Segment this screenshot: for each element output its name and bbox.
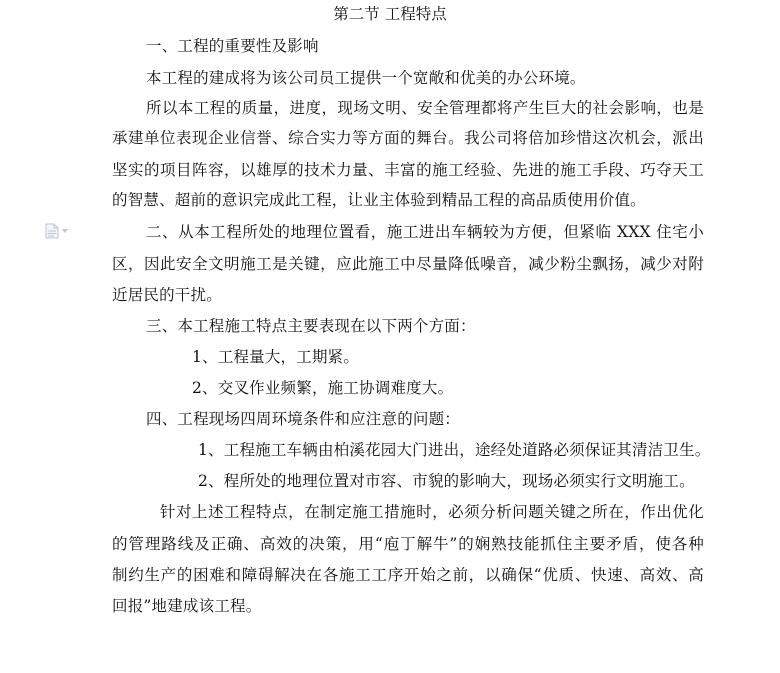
- heading-1: 一、工程的重要性及影响: [146, 37, 319, 55]
- heading-4: 四、工程现场四周环境条件和应注意的问题：: [146, 410, 461, 428]
- heading-2-line: 二、从本工程所处的地理位置看，施工进出车辆较为方便，但紧临 XXX 住宅小: [146, 223, 704, 241]
- paragraph-line: 制约生产的困难和障碍解决在各施工工序开始之前，以确保“优质、快速、高效、高: [112, 566, 704, 584]
- paragraph-line: 承建单位表现企业信誉、综合实力等方面的舞台。我公司将倍加珍惜这次机会，派出: [112, 129, 704, 147]
- list-item: 1、工程施工车辆由柏溪花园大门进出，途经处道路必须保证其清洁卫生。: [198, 441, 711, 459]
- paragraph-line: 回报”地建成该工程。: [112, 597, 262, 615]
- caret-down-icon: [62, 229, 68, 233]
- list-item: 2、程所处的地理位置对市容、市貌的影响大，现场必须实行文明施工。: [198, 472, 695, 490]
- paragraph-line: 区，因此安全文明施工是关键，应此施工中尽量降低噪音，减少粉尘飘扬，减少对附: [112, 255, 704, 273]
- paragraph-options-button[interactable]: [45, 222, 73, 240]
- paragraph-line: 坚实的项目阵容，以雄厚的技术力量、丰富的施工经验、先进的施工手段、巧夺天工: [112, 161, 704, 179]
- heading-3: 三、本工程施工特点主要表现在以下两个方面：: [146, 317, 476, 335]
- paragraph-line: 针对上述工程特点，在制定施工措施时，必须分析问题关键之所在，作出优化: [160, 503, 704, 521]
- paragraph-line: 所以本工程的质量，进度，现场文明、安全管理都将产生巨大的社会影响，也是: [146, 99, 704, 117]
- document-icon: [45, 223, 59, 239]
- paragraph-line: 本工程的建成将为该公司员工提供一个宽敞和优美的办公环境。: [146, 69, 586, 87]
- paragraph-line: 的智慧、超前的意识完成此工程，让业主体验到精品工程的高品质使用价值。: [112, 191, 646, 209]
- list-item: 2、交叉作业频繁，施工协调难度大。: [192, 379, 454, 397]
- section-title: 第二节 工程特点: [333, 5, 447, 23]
- paragraph-line: 近居民的干扰。: [112, 286, 222, 304]
- list-item: 1、工程量大，工期紧。: [192, 348, 360, 366]
- paragraph-line: 的管理路线及正确、高效的决策，用“庖丁解牛”的娴熟技能抓住主要矛盾，使各种: [112, 535, 704, 553]
